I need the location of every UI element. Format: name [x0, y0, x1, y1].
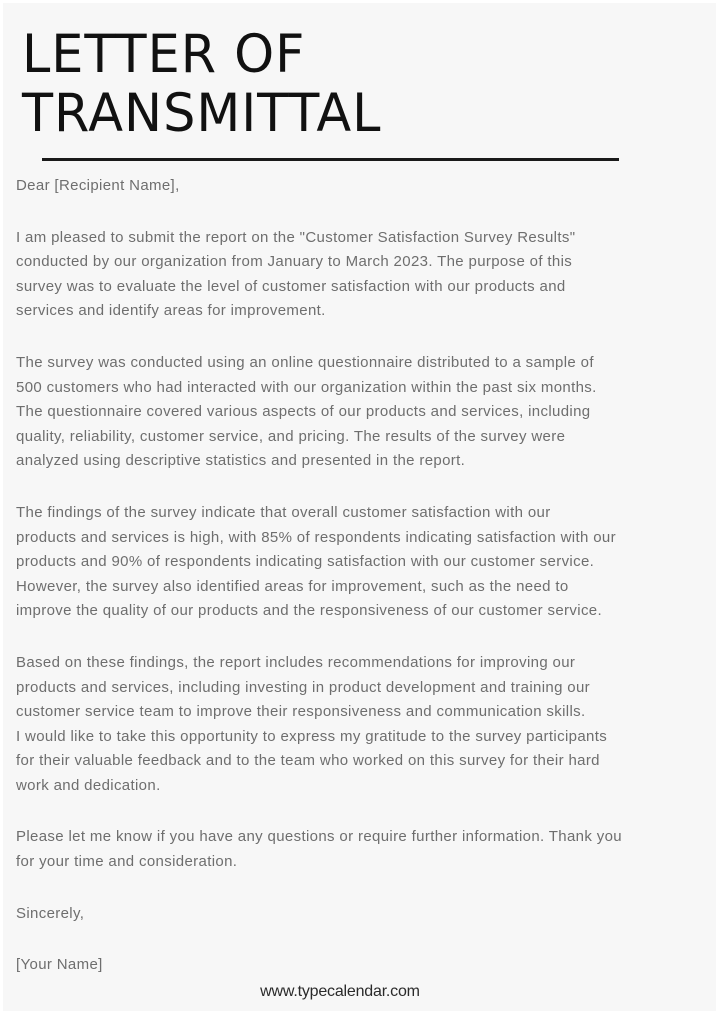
text-line: work and dedication.: [16, 776, 161, 794]
text-line: services and identify areas for improvement.: [16, 302, 326, 320]
paragraph-intro: [16, 226, 716, 324]
text-line: Based on these findings, the report includes recommendations for improving our: [16, 653, 576, 671]
title-line-1: LETTER OF: [22, 24, 306, 85]
paragraph-closing-remarks: [16, 825, 716, 874]
text-line: conducted by our organization from January to March 2023. The purpose of this: [16, 253, 573, 271]
text-line: However, the survey also identified areas for improvement, such as the need to: [16, 577, 569, 595]
title-line-2: TRANSMITTAL: [22, 83, 382, 144]
text-line: The findings of the survey indicate that overall customer satisfaction with our: [16, 503, 551, 521]
signature: [Your Name]: [16, 956, 103, 974]
text-line: improve the quality of our products and the responsiveness of our customer service.: [16, 602, 602, 620]
footer-website: www.typecalendar.com: [260, 983, 420, 1000]
letter-body: [16, 174, 716, 978]
text-line: products and services is high, with 85% of respondents indicating satisfaction with our: [16, 528, 616, 546]
text-line: quality, reliability, customer service, and pricing. The results of the survey were: [16, 427, 566, 445]
text-line: The survey was conducted using an online questionnaire distributed to a sample of: [16, 353, 594, 371]
salutation: Dear [Recipient Name],: [16, 177, 180, 194]
text-line: I would like to take this opportunity to express my gratitude to the survey participants: [16, 727, 608, 745]
text-line: I am pleased to submit the report on the "Customer Satisfaction Survey Results": [16, 228, 576, 246]
text-line: 500 customers who had interacted with our organization within the past six months.: [16, 378, 597, 396]
paragraph-recommendations: [16, 651, 716, 799]
text-line: survey was to evaluate the level of customer satisfaction with our products and: [16, 277, 566, 295]
text-line: customer service team to improve their responsiveness and communication skills.: [16, 703, 586, 721]
closing: Sincerely,: [16, 904, 85, 922]
text-line: analyzed using descriptive statistics and presented in the report.: [16, 452, 466, 470]
text-line: The questionnaire covered various aspects of our products and services, including: [16, 403, 591, 421]
text-line: products and services, including investing in product development and training our: [16, 678, 591, 696]
page-title: [22, 25, 381, 143]
text-line: for your time and consideration.: [16, 853, 238, 871]
text-line: products and 90% of respondents indicating satisfaction with our customer service.: [16, 553, 595, 571]
text-line: for their valuable feedback and to the team who worked on this survey for their hard: [16, 752, 600, 770]
title-divider: [42, 158, 619, 161]
paragraph-methodology: [16, 351, 716, 474]
paragraph-findings: [16, 501, 716, 624]
text-line: Please let me know if you have any questions or require further information. Thank you: [16, 828, 622, 846]
